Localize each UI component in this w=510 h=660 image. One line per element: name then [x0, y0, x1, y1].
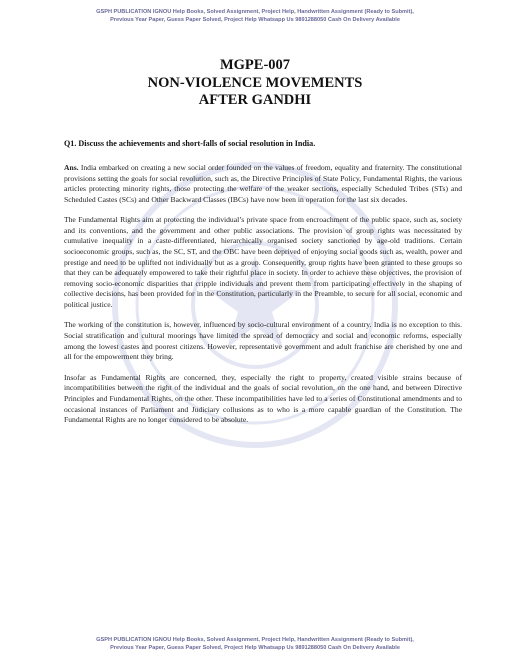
title-line-1: NON-VIOLENCE MOVEMENTS — [147, 74, 363, 91]
answer-paragraph-3: The working of the constitution is, however, influenced by socio-cultural environment of a country. India is no exception to this. Social stratification and cultural moorings have limited the spread of democracy and social and economic reforms, especially among the lowest castes and poorest citizens. However, representative government and adult franchise are cherished by one and all for the empowerment they bring. — [64, 320, 462, 362]
header-banner-line-2: Previous Year Paper, Guess Paper Solved, Project Help Whatsapp Us 9891288050 Cash On Delivery Available — [110, 17, 400, 23]
footer-banner-line-1: GSPH PUBLICATION IGNOU Help Books, Solved Assignment, Project Help, Handwritten Assignment (Ready to Submit), — [96, 637, 414, 643]
document-title — [40, 57, 470, 110]
answer-body — [64, 163, 462, 436]
title-line-2: AFTER GANDHI — [198, 92, 312, 108]
answer-paragraph-1 — [64, 163, 462, 205]
answer-paragraph-4: Insofar as Fundamental Rights are concerned, they, especially the right to property, created visible strains because of incompatibilities between the right of the individual and the goals of social revolution, on the one hand, and between Directive Principles and Fundamental Rights, on the other. These incompatibilities have led to a series of Constitutional amendments and to occasional instances of Parliament and Judiciary collusions as to who is a more capable guardian of the Constitution. The Fundamental Rights are no longer considered to be absolute. — [64, 372, 462, 425]
course-code: MGPE-007 — [219, 57, 291, 73]
header-banner — [20, 8, 490, 24]
answer-paragraph-2: The Fundamental Rights aim at protecting the individual’s private space from encroachment of the public space, such as, society and its conventions, and the government and other public associations. The provision of group rights was necessitated by cumulative inequality in a caste-differentiated, hierarchically organised society sanctioned by age-old traditions. Certain socioeconomic groups, such as, the SC, ST, and the OBC have been deprived of enjoying social goods such as, wealth, power and prestige and need to be uplifted not individually but as a group. Consequently, group rights have been granted to these groups so that they can be adequately empowered to take their rightful place in society. In order to achieve these objectives, the provision of removing socio-economic disparities that cripple individuals and prevent them from participating effectively in the shaping of collective decisions, has been provided for in the Constitution, particularly in the Preamble, to secure for all social, economic and political justice. — [64, 215, 462, 309]
answer-lead: Ans. — [64, 163, 79, 172]
question-heading: Q1. Discuss the achievements and short-falls of social resolution in India. — [64, 139, 316, 148]
header-banner-line-1: GSPH PUBLICATION IGNOU Help Books, Solved Assignment, Project Help, Handwritten Assignment (Ready to Submit), — [96, 9, 414, 15]
answer-paragraph-1-text: India embarked on creating a new social order founded on the values of freedom, equality and fraternity. The constitutional provisions setting the goals for social revolution, such as, the Directive Principles of State Policy, Fundamental Rights, the various articles protecting minority rights, those protecting the welfare of the weaker sections, especially Scheduled Tribes (STs) and Scheduled Castes (SCs) and Other Backward Classes (IBCs) have now been in operation for the last six decades. — [64, 163, 462, 204]
footer-banner — [20, 636, 490, 652]
footer-banner-line-2: Previous Year Paper, Guess Paper Solved, Project Help Whatsapp Us 9891288050 Cash On Delivery Available — [110, 645, 400, 651]
